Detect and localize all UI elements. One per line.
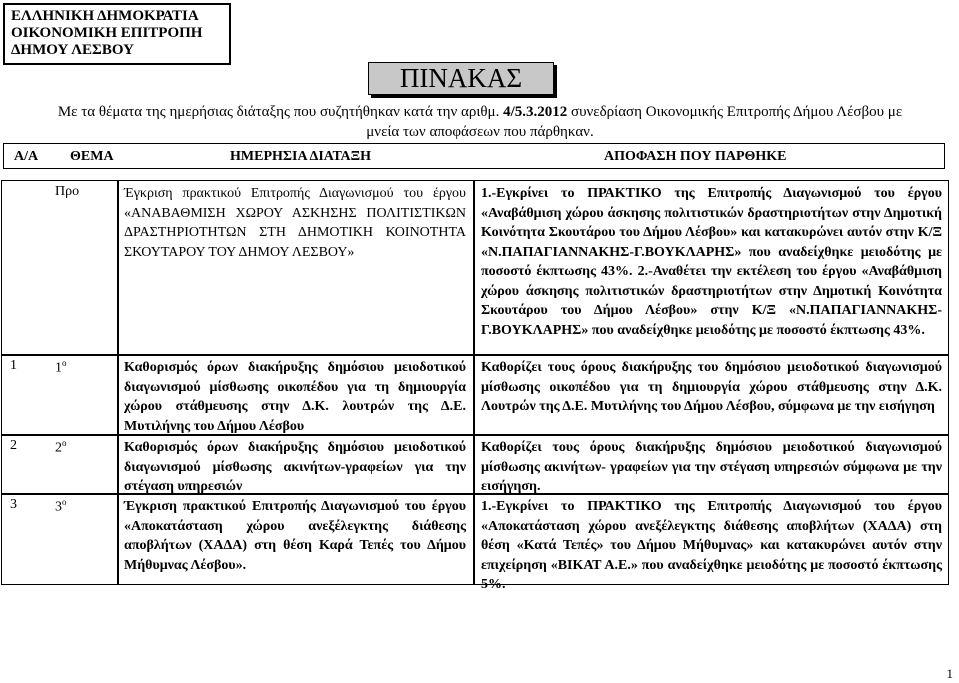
document-title: ΠΙΝΑΚΑΣ: [368, 62, 554, 95]
header-line-3: ΔΗΜΟΥ ΛΕΣΒΟΥ: [11, 42, 134, 58]
table-row-0-decision: 1.-Εγκρίνει το ΠΡΑΚΤΙΚΟ της Επιτροπής Διαγωνισμού του έργου «Αναβάθμιση χώρου άσκησης πολιτιστικών δραστηριοτήτων στην Δημοτική Κοινότητα Σκουτάρου του Δήμου Λέσβου» και κατακυρώνει αυτόν στην Κ/Ξ «Ν.ΠΑΠΑΓΙΑΝΝΑΚΗΣ-Γ.ΒΟΥΚΛΑΡΗΣ» που αναδείχθηκε μειοδότης με ποσοστό έκπτωσης 43%. 2.-Αναθέτει την εκτέλεση του έργου «Αναβάθμιση χώρου άσκησης πολιτιστικών δραστηριοτήτων στην Δημοτική Κοινότητα Σκουτάρου του Δήμου Λέσβου» στην Κ/Ξ «Ν.ΠΑΠΑΓΙΑΝΝΑΚΗΣ-Γ.ΒΟΥΚΛΑΡΗΣ» που αναδείχθηκε μειοδότης με ποσοστό έκπτωσης 43%.: [481, 186, 942, 338]
table-header: [3, 143, 945, 169]
intro-line-2: μνεία των αποφάσεων που πάρθηκαν.: [366, 124, 594, 140]
page-number: 1: [946, 666, 953, 681]
table-row-2-decision: Καθορίζει τους όρους διακήρυξης δημόσιου μειοδοτικού διαγωνισμού μίσθωσης ακινήτων- γραφείων για την στέγαση υπηρεσιών σύμφωνα με την εισήγηση.: [481, 440, 942, 494]
table-row-2-thema: $2^o$: [55, 438, 67, 456]
table-row-3-topic: Έγκριση πρακτικού Επιτροπής Διαγωνισμού του έργου «Αποκατάσταση χώρου ανεξέλεγκτης διάθεσης αποβλήτων (ΧΑΔΑ) στη θέση Καρά Τεπές του Δήμου Μήθυμνας Λέσβου».: [124, 499, 466, 573]
session-number: 4/5.3.2012: [503, 104, 568, 120]
issuer-header: [3, 3, 231, 65]
header-line-2: ΟΙΚΟΝΟΜΙΚΗ ΕΠΙΤΡΟΠΗ: [11, 25, 203, 41]
table-row-1-topic: Καθορισμός όρων διακήρυξης δημόσιου μειοδοτικού διαγωνισμού μίσθωσης οικοπέδου για τη δημιουργία χώρου στάθμευσης στην Δ.Κ. λουτρών της Δ.Ε. Μυτιλήνης του Δήμου Λέσβου: [124, 360, 466, 434]
table-row-1-decision: Καθορίζει τους όρους διακήρυξης του δημόσιου μειοδοτικού διαγωνισμού μίσθωσης οικοπέδου για τη δημιουργία χώρου στάθμευσης στην Δ.Κ. Λουτρών της Δ.Ε. Μυτιλήνης του Δήμου Λέσβου, σύμφωνα με την εισήγηση: [481, 360, 942, 414]
header-apofasi: ΑΠΟΦΑΣΗ ΠΟΥ ΠΑΡΘΗΚΕ: [604, 149, 787, 164]
table-row-3-thema: $3^o$: [55, 497, 67, 515]
header-line-1: ΕΛΛΗΝΙΚΗ ΔΗΜΟΚΡΑΤΙΑ: [11, 8, 199, 24]
header-imerisia: ΗΜΕΡΗΣΙΑ ΔΙΑΤΑΞΗ: [230, 149, 371, 164]
header-thema: ΘΕΜΑ: [70, 149, 114, 164]
table-row-2-aa: 2: [10, 438, 17, 453]
table-row-3-decision: 1.-Εγκρίνει το ΠΡΑΚΤΙΚΟ της Επιτροπής Διαγωνισμού του έργου «Αποκατάσταση χώρου ανεξέλεγκτης διάθεσης αποβλήτων (ΧΑΔΑ) στη θέση «Κατά Τεπές» του Δήμου Μήθυμνας» και κατακυρώνει αυτόν στην επιχείρηση «ΒΙΚΑΤ Α.Ε.» που αναδείχθηκε μειοδότης με ποσοστό έκπτωσης 5%.: [481, 499, 942, 592]
table-row-3-aa: 3: [10, 497, 17, 512]
intro-post: συνεδρίαση Οικονομικής Επιτροπής Δήμου Λέσβου με: [567, 104, 903, 120]
table-row-0-topic: Έγκριση πρακτικού Επιτροπής Διαγωνισμού του έργου «ΑΝΑΒΑΘΜΙΣΗ ΧΩΡΟΥ ΑΣΚΗΣΗΣ ΠΟΛΙΤΙΣΤΙΚΩΝ ΔΡΑΣΤΗΡΙΟΤΗΤΩΝ ΣΤΗ ΔΗΜΟΤΙΚΗ ΚΟΙΝΟΤΗΤΑ ΣΚΟΥΤΑΡΟΥ ΤΟΥ ΔΗΜΟΥ ΛΕΣΒΟΥ»: [124, 186, 466, 260]
table-row-1-aa: 1: [10, 358, 17, 373]
table-row-0-thema: Προ: [55, 184, 80, 199]
column-divider: [117, 180, 119, 585]
table-row-1-thema: $1^o$: [55, 358, 67, 376]
column-divider: [473, 180, 475, 585]
intro-pre: Με τα θέματα της ημερήσιας διάταξης που συζητήθηκαν κατά την αριθμ.: [57, 104, 504, 120]
table-row-2-topic: Καθορισμός όρων διακήρυξης δημόσιου μειοδοτικού διαγωνισμού μίσθωσης ακινήτων-γραφείων για την στέγαση υπηρεσιών: [124, 440, 466, 494]
row-divider: [1, 354, 949, 356]
header-aa: Α/Α: [14, 149, 39, 164]
intro-text: [6, 102, 954, 142]
